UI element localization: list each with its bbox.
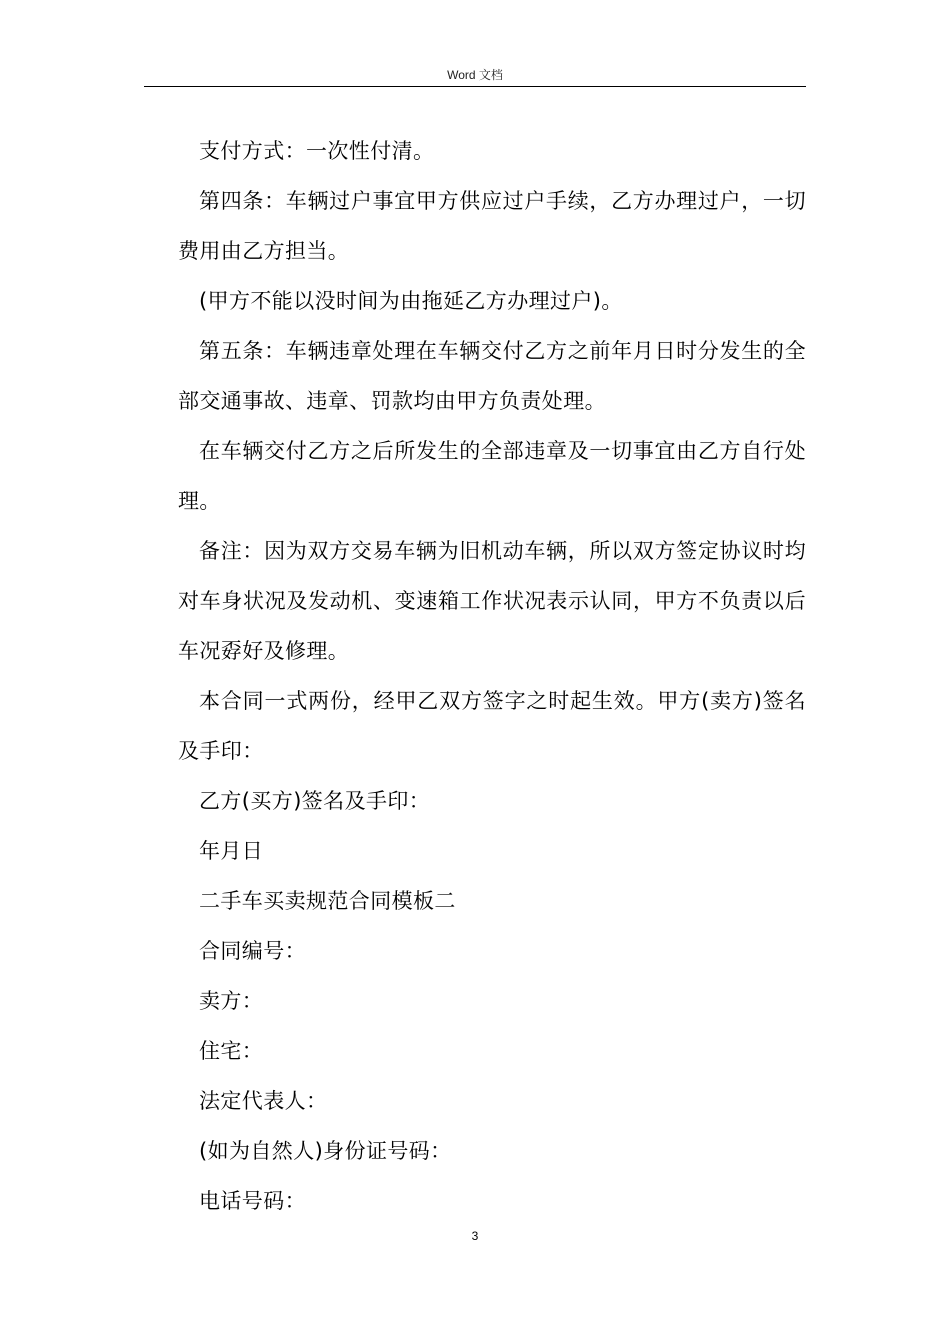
paragraph: 住宅： bbox=[199, 1039, 264, 1063]
paragraph: 合同编号： bbox=[199, 939, 306, 963]
paragraph: 备注：因为双方交易车辆为旧机动车辆，所以双方签定协议时均对车身状况及发动机、变速箱工作状况表示认同，甲方不负责以后车况孬好及修理。 bbox=[178, 539, 806, 663]
paragraph: 年月日 bbox=[199, 839, 264, 863]
document-header: Word 文档 bbox=[447, 68, 503, 82]
paragraph: (甲方不能以没时间为由拖延乙方办理过户)。 bbox=[199, 289, 623, 313]
paragraph: 第五条：车辆违章处理在车辆交付乙方之前年月日时分发生的全部交通事故、违章、罚款均由甲方负责处理。 bbox=[178, 339, 806, 413]
paragraph: 电话号码： bbox=[199, 1189, 306, 1213]
paragraph: (如为自然人)身份证号码： bbox=[199, 1139, 452, 1163]
paragraph: 第四条：车辆过户事宜甲方供应过户手续，乙方办理过户，一切费用由乙方担当。 bbox=[178, 189, 806, 263]
paragraph: 法定代表人： bbox=[199, 1089, 328, 1113]
paragraph: 本合同一式两份，经甲乙双方签字之时起生效。甲方(卖方)签名及手印： bbox=[178, 689, 806, 763]
paragraph: 乙方(买方)签名及手印： bbox=[199, 789, 431, 813]
document-body bbox=[178, 126, 806, 1226]
paragraph: 支付方式：一次性付清。 bbox=[199, 139, 435, 163]
header-divider bbox=[144, 86, 806, 87]
paragraph: 卖方： bbox=[199, 989, 264, 1013]
paragraph: 二手车买卖规范合同模板二 bbox=[199, 889, 456, 913]
paragraph: 在车辆交付乙方之后所发生的全部违章及一切事宜由乙方自行处理。 bbox=[178, 439, 806, 513]
page-number: 3 bbox=[471, 1229, 479, 1243]
